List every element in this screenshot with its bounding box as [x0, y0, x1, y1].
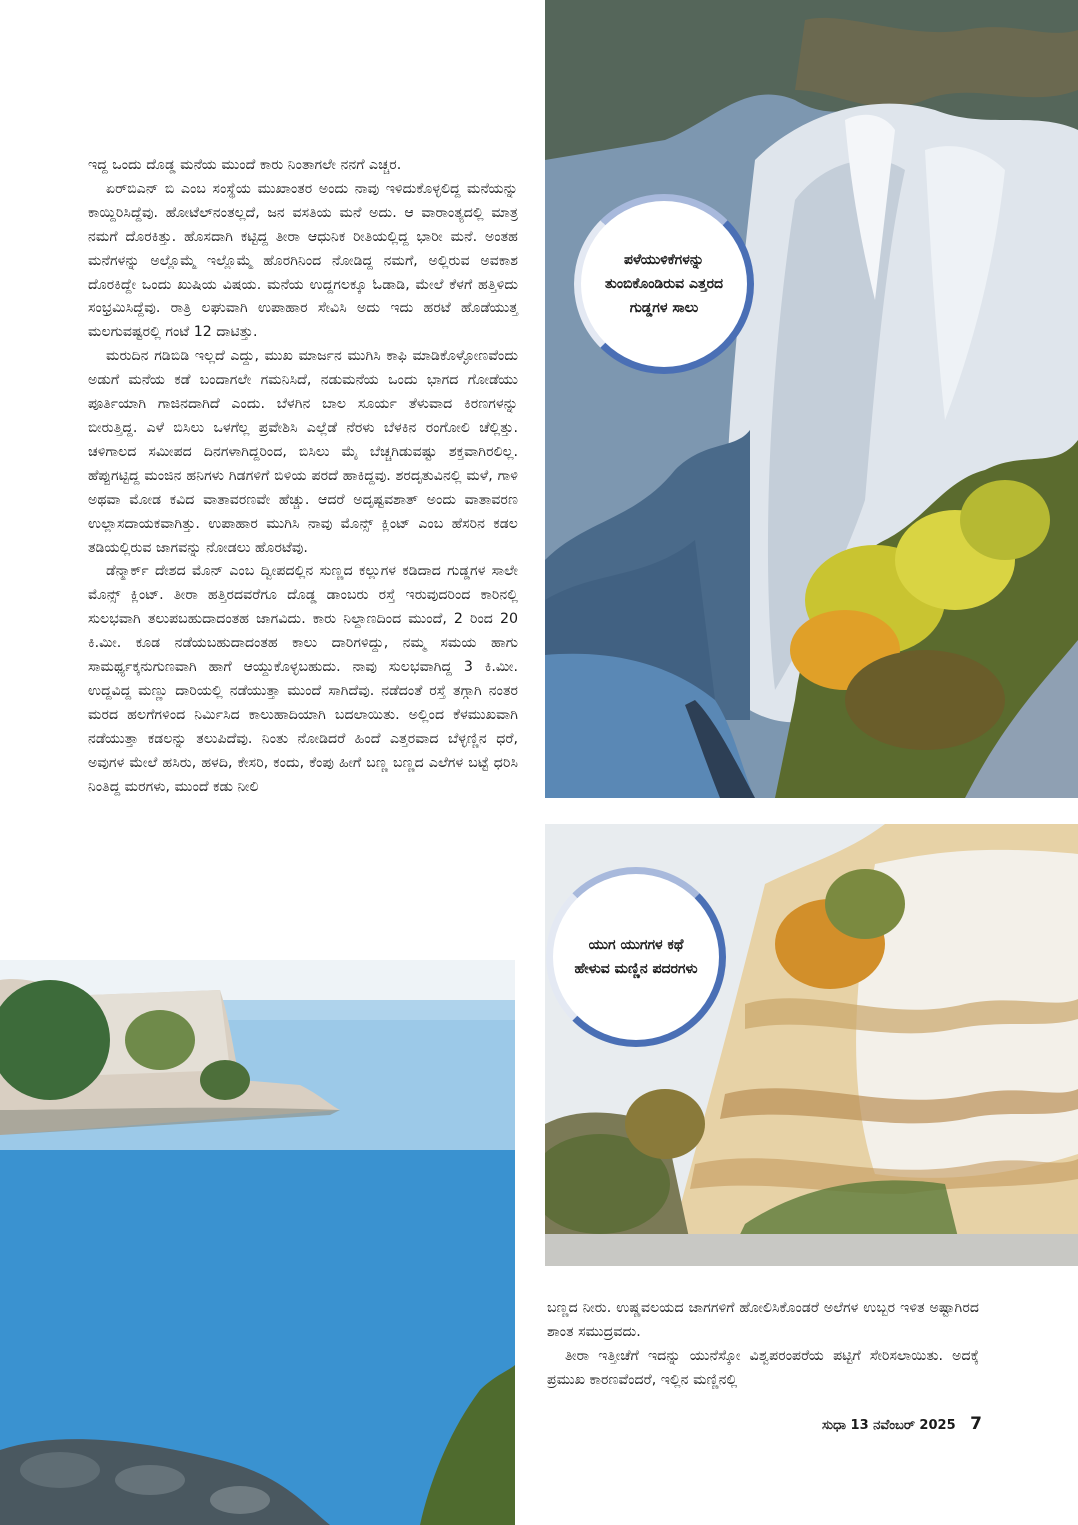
page-number: 7 [970, 1414, 982, 1434]
article-left-column [88, 154, 518, 799]
paragraph: ಡೆನ್ಮಾರ್ಕ್ ದೇಶದ ಮೊನ್ ಎಂಬ ದ್ವೀಪದಲ್ಲಿನ ಸುಣ್ಣದ ಕಲ್ಲುಗಳ ಕಡಿದಾದ ಗುಡ್ಡಗಳ ಸಾಲೇ ಮೊನ್ಸ್ ಕ್ಲಿಂಟ್. ತೀರಾ ಹತ್ತಿರದವರೆಗೂ ದೊಡ್ಡ ಡಾಂಬರು ರಸ್ತೆ ಇರುವುದರಿಂದ ಕಾರಿನಲ್ಲಿ ಸುಲಭವಾಗಿ ತಲುಪಬಹುದಾದಂತಹ ಜಾಗವಿದು. ಕಾರು ನಿಲ್ದಾಣದಿಂದ ಮುಂದೆ, 2 ರಿಂದ 20 ಕಿ.ಮೀ. ಕೂಡ ನಡೆಯಬಹುದಾದಂತಹ ಕಾಲು ದಾರಿಗಳಿದ್ದು, ನಮ್ಮ ಸಮಯ ಹಾಗು ಸಾಮರ್ಥ್ಯಕ್ಕನುಗುಣವಾಗಿ ಹಾಗೆ ಆಯ್ದುಕೊಳ್ಳಬಹುದು. ನಾವು ಸುಲಭವಾಗಿದ್ದ 3 ಕಿ.ಮೀ. ಉದ್ದವಿದ್ದ ಮಣ್ಣು ದಾರಿಯಲ್ಲಿ ನಡೆಯುತ್ತಾ ಮುಂದೆ ಸಾಗಿದೆವು. ನಡೆದಂತೆ ರಸ್ತೆ ತಗ್ಗಾಗಿ ನಂತರ ಮರದ ಹಲಗೆಗಳಿಂದ ನಿರ್ಮಿಸಿದ ಕಾಲುಹಾದಿಯಾಗಿ ಬದಲಾಯಿತು. ಅಲ್ಲಿಂದ ಕೆಳಮುಖವಾಗಿ ನಡೆಯುತ್ತಾ ಕಡಲನ್ನು ತಲುಪಿದೆವು. ನಿಂತು ನೋಡಿದರೆ ಹಿಂದೆ ಎತ್ತರವಾದ ಬೆಳ್ಳಣ್ಣಿನ ಧರೆ, ಅವುಗಳ ಮೇಲೆ ಹಸಿರು, ಹಳದಿ, ಕೇಸರಿ, ಕಂದು, ಕೆಂಪು ಹೀಗೆ ಬಣ್ಣ ಬಣ್ಣದ ಎಲೆಗಳ ಬಟ್ಟೆ ಧರಿಸಿ ನಿಂತಿದ್ದ ಮರಗಳು, ಮುಂದೆ ಕಡು ನೀಲಿ [88, 563, 518, 795]
paragraph: ಬಣ್ಣದ ನೀರು. ಉಷ್ಣವಲಯದ ಜಾಗಗಳಿಗೆ ಹೋಲಿಸಿಕೊಂಡರೆ ಅಲೆಗಳ ಉಬ್ಬರ ಇಳಿತ ಅಷ್ಟಾಗಿರದ ಶಾಂತ ಸಮುದ್ರವದು. [547, 1300, 979, 1340]
paragraph: ತೀರಾ ಇತ್ತೀಚೆಗೆ ಇದನ್ನು ಯುನೆಸ್ಕೋ ವಿಶ್ವಪರಂಪರೆಯ ಪಟ್ಟಿಗೆ ಸೇರಿಸಲಾಯಿತು. ಅದಕ್ಕೆ ಪ್ರಮುಖ ಕಾರಣವೆಂದರೆ, ಇಲ್ಲಿನ ಮಣ್ಣಿನಲ್ಲಿ [547, 1347, 979, 1388]
strata-caption: ಯುಗ ಯುಗಗಳ ಕಥೆ ಹೇಳುವ ಮಣ್ಣಿನ ಪದರಗಳು [574, 937, 698, 977]
paragraph: ಮರುದಿನ ಗಡಿಬಿಡಿ ಇಲ್ಲದೆ ಎದ್ದು, ಮುಖ ಮಾರ್ಜನ ಮುಗಿಸಿ ಕಾಫಿ ಮಾಡಿಕೊಳ್ಳೋಣವೆಂದು ಅಡುಗೆ ಮನೆಯ ಕಡೆ ಬಂದಾಗಲೇ ಗಮನಿಸಿದೆ, ನಡುಮನೆಯ ಒಂದು ಭಾಗದ ಗೋಡೆಯು ಪೂರ್ತಿಯಾಗಿ ಗಾಜಿನದಾಗಿದೆ ಎಂದು. ಬೆಳಗಿನ ಬಾಲ ಸೂರ್ಯ ತೆಳುವಾದ ಕಿರಣಗಳನ್ನು ಬೀರುತ್ತಿದ್ದ. ಎಳೆ ಬಿಸಿಲು ಒಳಗೆಲ್ಲ ಪ್ರವೇಶಿಸಿ ಎಲ್ಲೆಡೆ ನೆರಳು ಬೆಳಕಿನ ರಂಗೋಲಿ ಚೆಲ್ಲಿತ್ತು. ಚಳಿಗಾಲದ ಸಮೀಪದ ದಿನಗಳಾಗಿದ್ದರಿಂದ, ಬಿಸಿಲು ಮೈ ಬೆಚ್ಚಗಿಡುವಷ್ಟು ಶಕ್ತವಾಗಿರಲಿಲ್ಲ. ಹೆಪ್ಪುಗಟ್ಟಿದ್ದ ಮಂಜಿನ ಹನಿಗಳು ಗಿಡಗಳಿಗೆ ಬಿಳಿಯ ಪರದೆ ಹಾಕಿದ್ದವು. ಶರದೃತುವಿನಲ್ಲಿ ಮಳೆ, ಗಾಳಿ ಅಥವಾ ಮೋಡ ಕವಿದ ವಾತಾವರಣವೇ ಹೆಚ್ಚು. ಆದರೆ ಅದೃಷ್ಟವಶಾತ್ ಅಂದು ವಾತಾವರಣ ಉಲ್ಲಾಸದಾಯಕವಾಗಿತ್ತು. ಉಪಾಹಾರ ಮುಗಿಸಿ ನಾವು ಮೊನ್ಸ್ ಕ್ಲಿಂಟ್ ಎಂಬ ಹೆಸರಿನ ಕಡಲ ತಡಿಯಲ್ಲಿರುವ ಜಾಗವನ್ನು ನೋಡಲು ಹೊರಟೆವು. [88, 348, 518, 556]
article-right-column [547, 1297, 979, 1393]
paragraph: ಏರ್‌ಬಿಎನ್ ಬಿ ಎಂಬ ಸಂಸ್ಥೆಯ ಮುಖಾಂತರ ಅಂದು ನಾವು ಇಳಿದುಕೊಳ್ಳಲಿದ್ದ ಮನೆಯನ್ನು ಕಾಯ್ದಿರಿಸಿದ್ದೆವು. ಹೋಟೆಲ್‌ನಂತಲ್ಲದೆ, ಜನ ವಸತಿಯ ಮನೆ ಅದು. ಆ ವಾರಾಂತ್ಯದಲ್ಲಿ ಮಾತ್ರ ನಮಗೆ ದೊರಕಿತ್ತು. ಹೊಸದಾಗಿ ಕಟ್ಟಿದ್ದ ತೀರಾ ಆಧುನಿಕ ರೀತಿಯಲ್ಲಿದ್ದ ಭಾರೀ ಮನೆ. ಅಂತಹ ಮನೆಗಳನ್ನು ಅಲ್ಲೊಮ್ಮೆ ಇಲ್ಲೊಮ್ಮೆ ಹೊರಗಿನಿಂದ ನೋಡಿದ್ದ ನಮಗೆ, ಅಲ್ಲಿರುವ ಅವಕಾಶ ದೊರಕಿದ್ದೇ ಒಂದು ಖುಷಿಯ ವಿಷಯ. ಮನೆಯ ಉದ್ದಗಲಕ್ಕೂ ಓಡಾಡಿ, ಮೇಲೆ ಕೆಳಗೆ ಹತ್ತಿಳಿದು ಸಂಭ್ರಮಿಸಿದ್ದೆವು. ರಾತ್ರಿ ಲಘುವಾಗಿ ಉಪಾಹಾರ ಸೇವಿಸಿ ಅದು ಇದು ಹರಟೆ ಹೊಡೆಯುತ್ತ ಮಲಗುವಷ್ಟರಲ್ಲಿ ಗಂಟೆ 12 ದಾಟಿತ್ತು. [88, 180, 518, 341]
cliffs-caption: ಪಳೆಯುಳಿಕೆಗಳನ್ನು ತುಂಬಿಕೊಂಡಿರುವ ಎತ್ತರದ ಗುಡ್ಡಗಳ ಸಾಲು [604, 252, 724, 316]
sea-photo [0, 960, 515, 1525]
cliffs-photo [545, 0, 1078, 798]
paragraph: ಇದ್ದ ಒಂದು ದೊಡ್ಡ ಮನೆಯ ಮುಂದೆ ಕಾರು ನಿಂತಾಗಲೇ ನನಗೆ ಎಚ್ಚರ. [88, 157, 402, 173]
cliffs-caption-circle [574, 194, 754, 374]
page-footer [822, 1414, 982, 1434]
strata-caption-circle [546, 867, 726, 1047]
magazine-date: ಸುಧಾ 13 ನವೆಂಬರ್ 2025 [822, 1418, 956, 1433]
